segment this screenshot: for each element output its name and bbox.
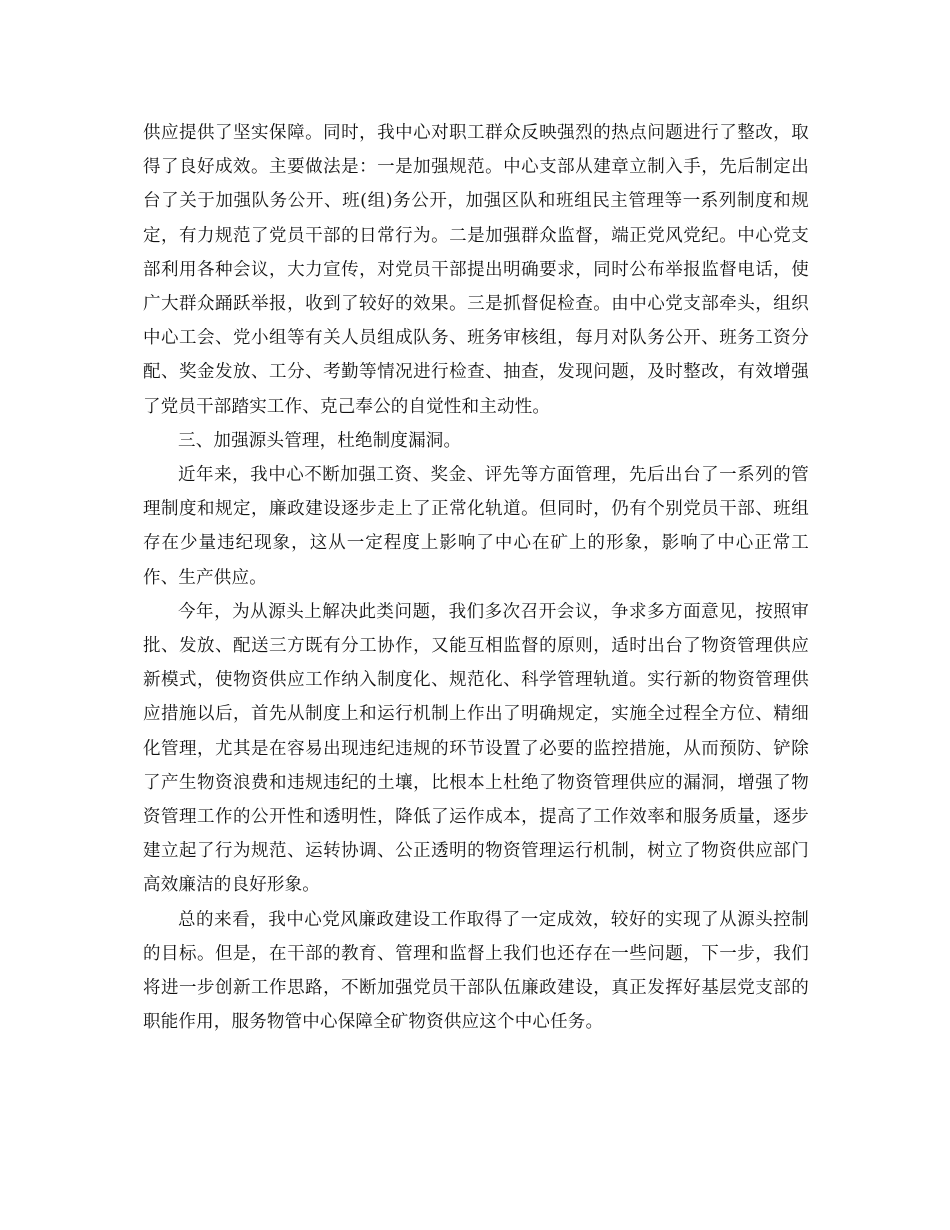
paragraph-this-year: 今年，为从源头上解决此类问题，我们多次召开会议，争求多方面意见，按照审批、发放、配送三方既有分工协作，又能互相监督的原则，适时出台了物资管理供应新模式，使物资供应工作纳入制度化、规范化、科学管理轨道。实行新的物资管理供应措施以后，首先从制度上和运行机制上作出了明确规定，实施全过程全方位、精细化管理，尤其是在容易出现违纪违规的环节设置了必要的监控措施，从而预防、铲除了产生物资浪费和违规违纪的土壤，比根本上杜绝了物资管理供应的漏洞，增强了物资管理工作的公开性和透明性，降低了运作成本，提高了工作效率和服务质量，逐步建立起了行为规范、运转协调、公正透明的物资管理运行机制，树立了物资供应部门高效廉洁的良好形象。 (143, 601, 809, 896)
section-heading-three: 三、加强源头管理，杜绝制度漏洞。 (178, 430, 462, 451)
paragraph-continuation: 供应提供了坚实保障。同时，我中心对职工群众反映强烈的热点问题进行了整改，取得了良好成效。主要做法是：一是加强规范。中心支部从建章立制入手，先后制定出台了关于加强队务公开、班(组)务公开，加强区队和班组民主管理等一系列制度和规定，有力规范了党员干部的日常行为。二是加强群众监督，端正党风党纪。中心党支部利用各种会议，大力宣传，对党员干部提出明确要求，同时公布举报监督电话，使广大群众踊跃举报，收到了较好的效果。三是抓督促检查。由中心党支部牵头，组织中心工会、党小组等有关人员组成队务、班务审核组，每月对队务公开、班务工资分配、奖金发放、工分、考勤等情况进行检查、抽查，发现问题，及时整改，有效增强了党员干部踏实工作、克己奉公的自觉性和主动性。 (143, 123, 809, 417)
paragraph-summary: 总的来看，我中心党风廉政建设工作取得了一定成效，较好的实现了从源头控制的目标。但是，在干部的教育、管理和监督上我们也还存在一些问题，下一步，我们将进一步创新工作思路，不断加强党员干部队伍廉政建设，真正发挥好基层党支部的职能作用，服务物管中心保障全矿物资供应这个中心任务。 (143, 909, 809, 1033)
document-page (143, 116, 809, 1039)
paragraph-recent-years: 近年来，我中心不断加强工资、奖金、评先等方面管理，先后出台了一系列的管理制度和规定，廉政建设逐步走上了正常化轨道。但同时，仍有个别党员干部、班组存在少量违纪现象，这从一定程度上影响了中心在矿上的形象，影响了中心正常工作、生产供应。 (143, 465, 809, 588)
